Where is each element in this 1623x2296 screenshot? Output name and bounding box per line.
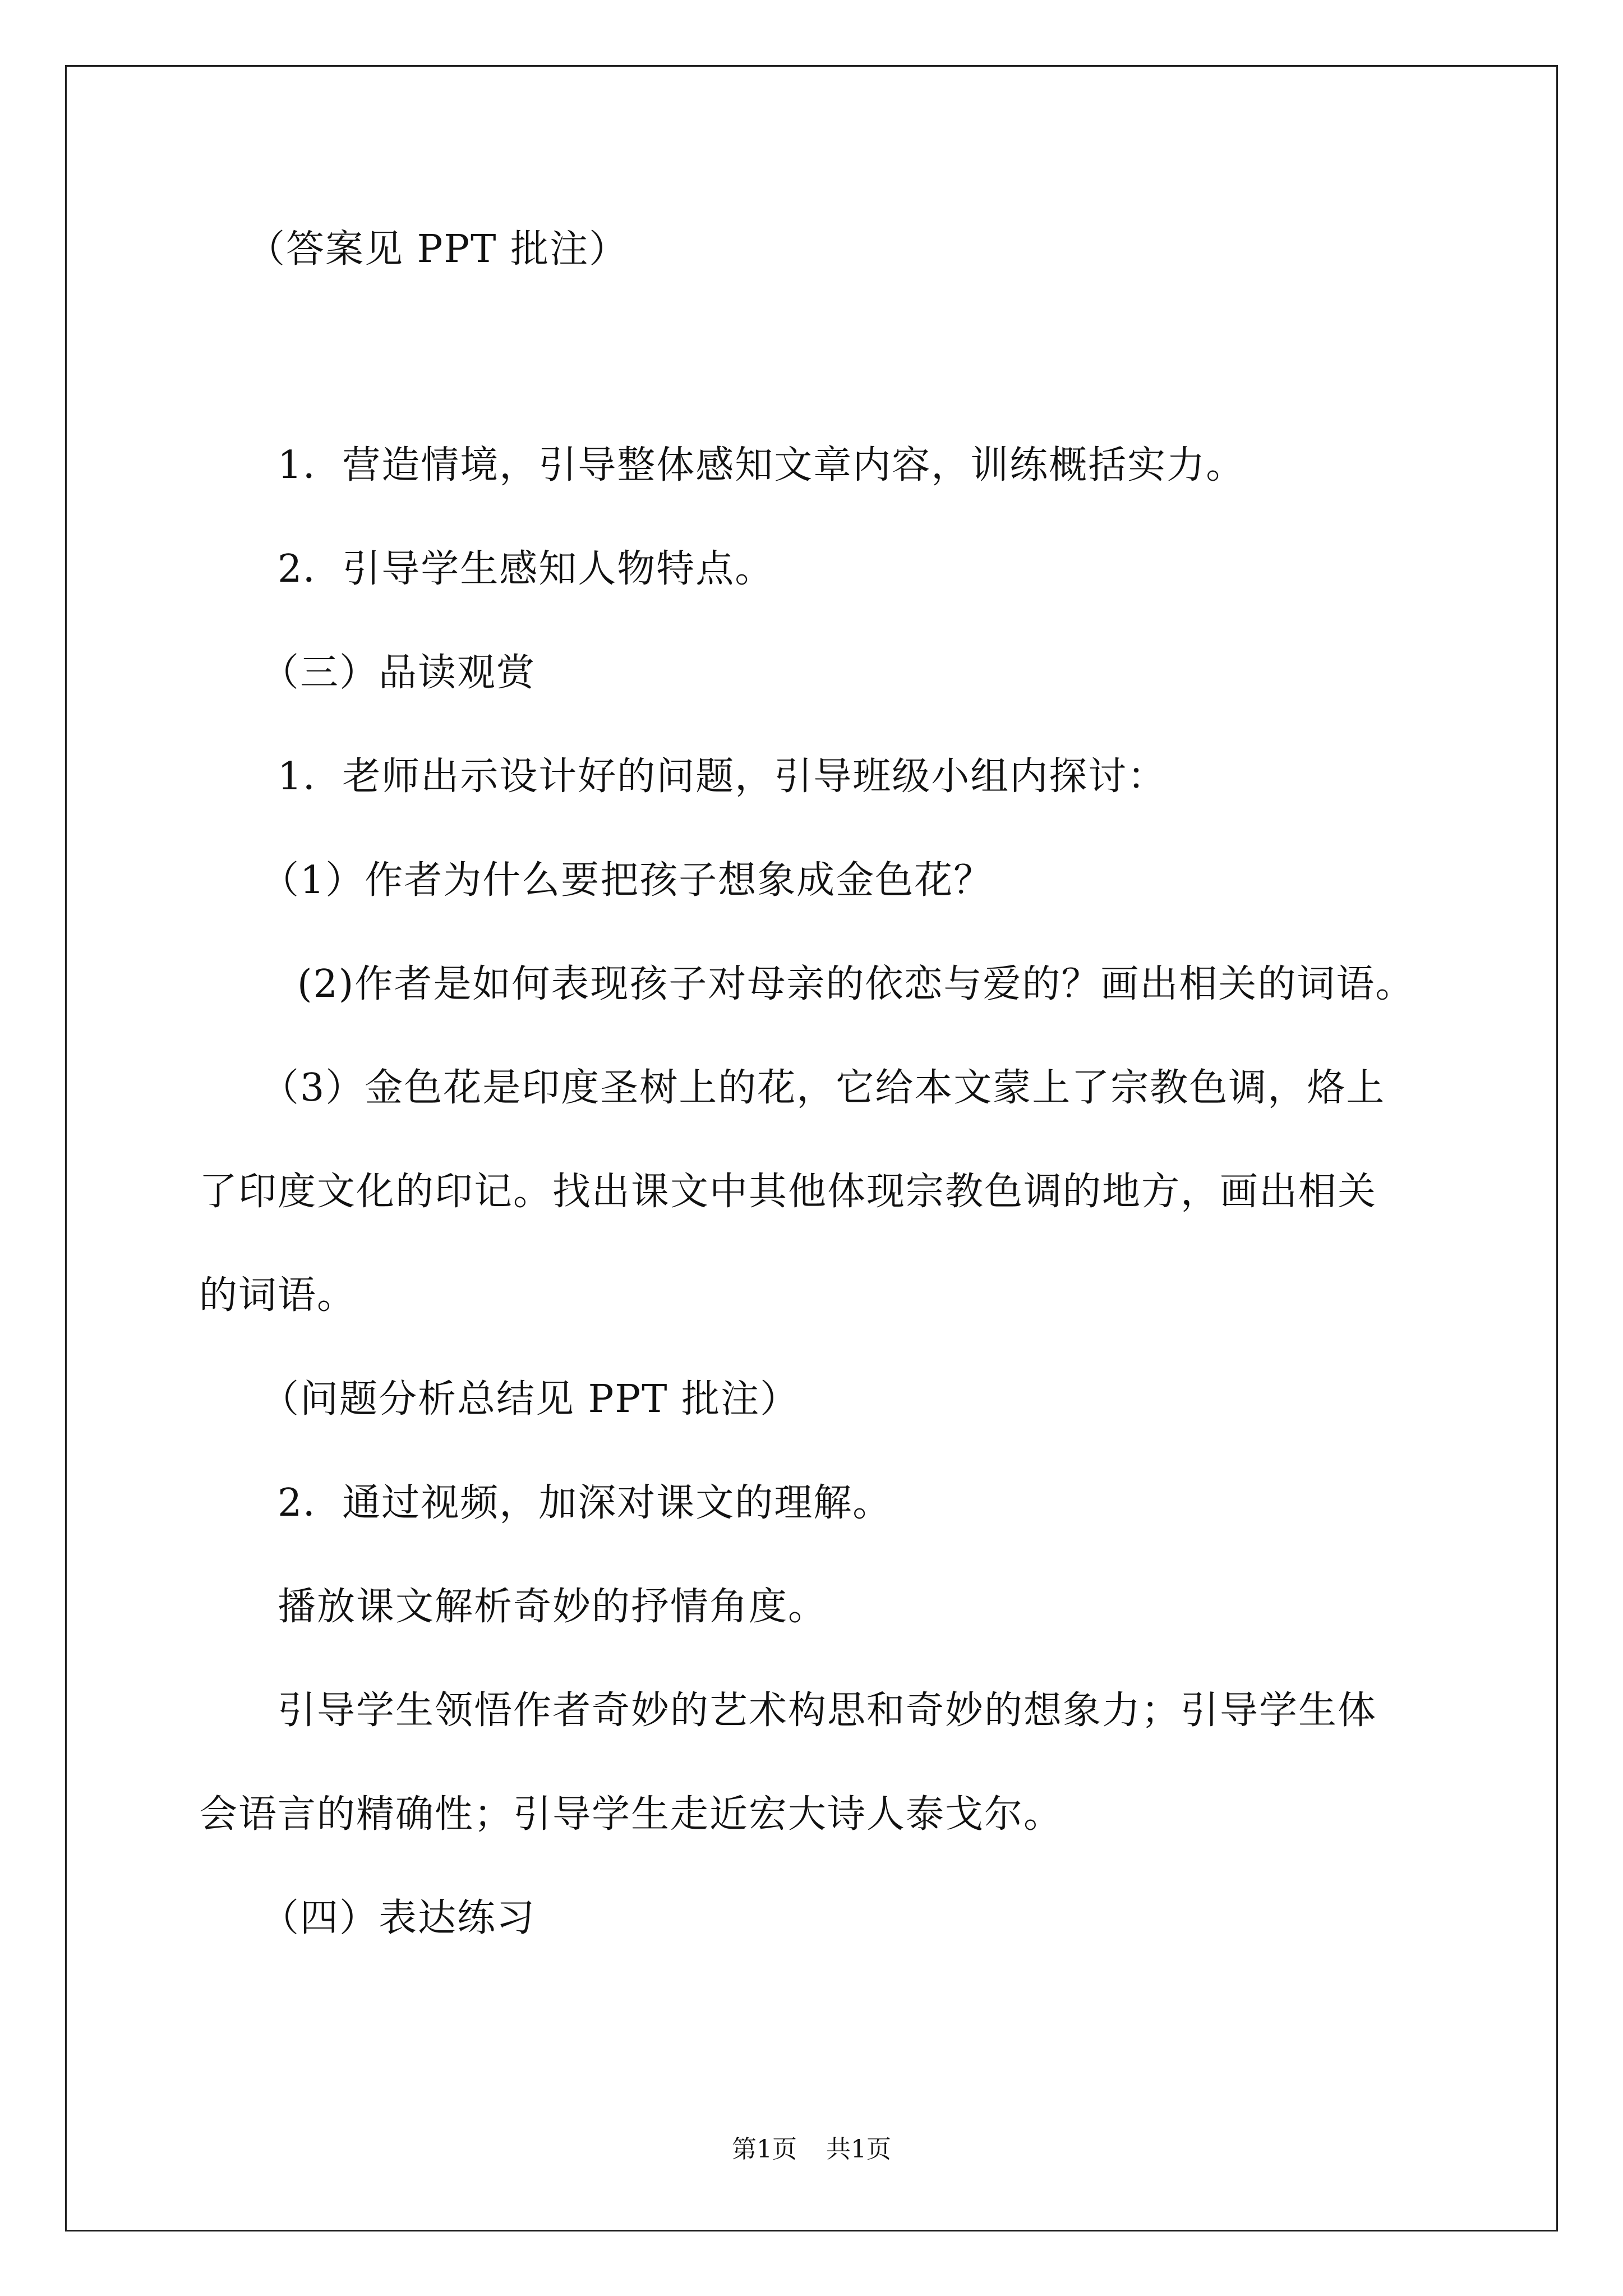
- page-current: 第1页: [732, 2135, 797, 2164]
- page-footer: [0, 2136, 1623, 2164]
- step-1-create-context: 1．营造情境，引导整体感知文章内容，训练概括实力。: [278, 443, 1246, 487]
- question-2: (2)作者是如何表现孩子对母亲的依恋与爱的？画出相关的词语。: [297, 962, 1415, 1006]
- question-3-line-3: 的词语。: [199, 1273, 357, 1318]
- guidance-line-2: 会语言的精确性；引导学生走近宏大诗人泰戈尔。: [199, 1792, 1063, 1837]
- guidance-line-1: 引导学生领悟作者奇妙的艺术构思和奇妙的想象力；引导学生体: [278, 1688, 1377, 1733]
- analysis-note: （问题分析总结见 PPT 批注）: [261, 1377, 800, 1421]
- page-total: 共1页: [826, 2135, 891, 2164]
- answer-note: （答案见 PPT 批注）: [247, 227, 629, 272]
- section-4-heading: （四）表达练习: [261, 1896, 536, 1940]
- section-3-item-1: 1．老师出示设计好的问题，引导班级小组内探讨：: [278, 754, 1167, 799]
- question-3-line-2: 了印度文化的印记。找出课文中其他体现宗教色调的地方，画出相关: [199, 1170, 1377, 1214]
- section-3-item-2: 2．通过视频，加深对课文的理解。: [278, 1481, 892, 1525]
- question-1: （1）作者为什么要把孩子想象成金色花？: [261, 858, 993, 903]
- play-video-text: 播放课文解析奇妙的抒情角度。: [278, 1585, 828, 1629]
- section-3-heading: （三）品读观赏: [261, 651, 536, 695]
- question-3-line-1: （3）金色花是印度圣树上的花，它给本文蒙上了宗教色调，烙上: [261, 1066, 1386, 1110]
- step-2-character-traits: 2．引导学生感知人物特点。: [278, 547, 774, 591]
